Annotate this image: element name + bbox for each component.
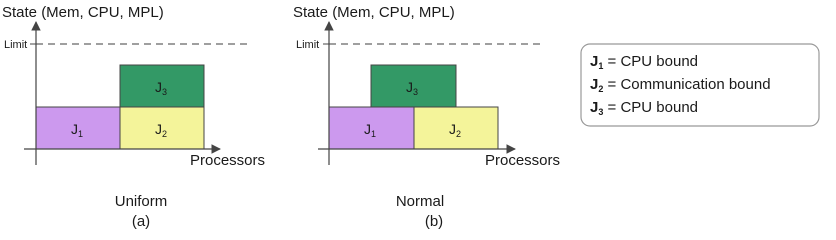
job-j3-label: $J_3$ [155, 79, 168, 97]
y-axis-label: State (Mem, CPU, MPL) [293, 4, 455, 21]
x-axis-label: Processors [190, 152, 266, 169]
job-j1-box [329, 107, 414, 149]
legend-item-j1: $J_1$ = CPU bound [590, 53, 699, 71]
diagram-a [2, 4, 265, 230]
job-j3-label: $J_3$ [406, 79, 419, 97]
job-j2-box [120, 107, 204, 149]
legend-item-j3: $J_3$ = CPU bound [590, 99, 699, 117]
limit-label: Limit [4, 39, 28, 51]
job-j1-box [36, 107, 120, 149]
job-j2-box [414, 107, 498, 149]
diagram-b [293, 4, 560, 230]
caption-title: Normal [395, 193, 445, 210]
job-j1-label: $J_1$ [71, 121, 84, 139]
job-j3-box [371, 65, 456, 107]
caption-title: Uniform [114, 193, 168, 210]
job-j2-label: $J_2$ [155, 121, 168, 139]
job-j1-label: $J_1$ [364, 121, 377, 139]
job-j3-box [120, 65, 204, 107]
x-axis-label: Processors [485, 152, 561, 169]
legend-item-j2: $J_2$ = Communication bound [590, 76, 771, 94]
y-axis-label: State (Mem, CPU, MPL) [2, 4, 164, 21]
limit-label: Limit [296, 39, 320, 51]
legend [581, 44, 819, 126]
caption-id: (b) [424, 213, 444, 230]
caption-id: (a) [131, 213, 151, 230]
job-j2-label: $J_2$ [449, 121, 462, 139]
